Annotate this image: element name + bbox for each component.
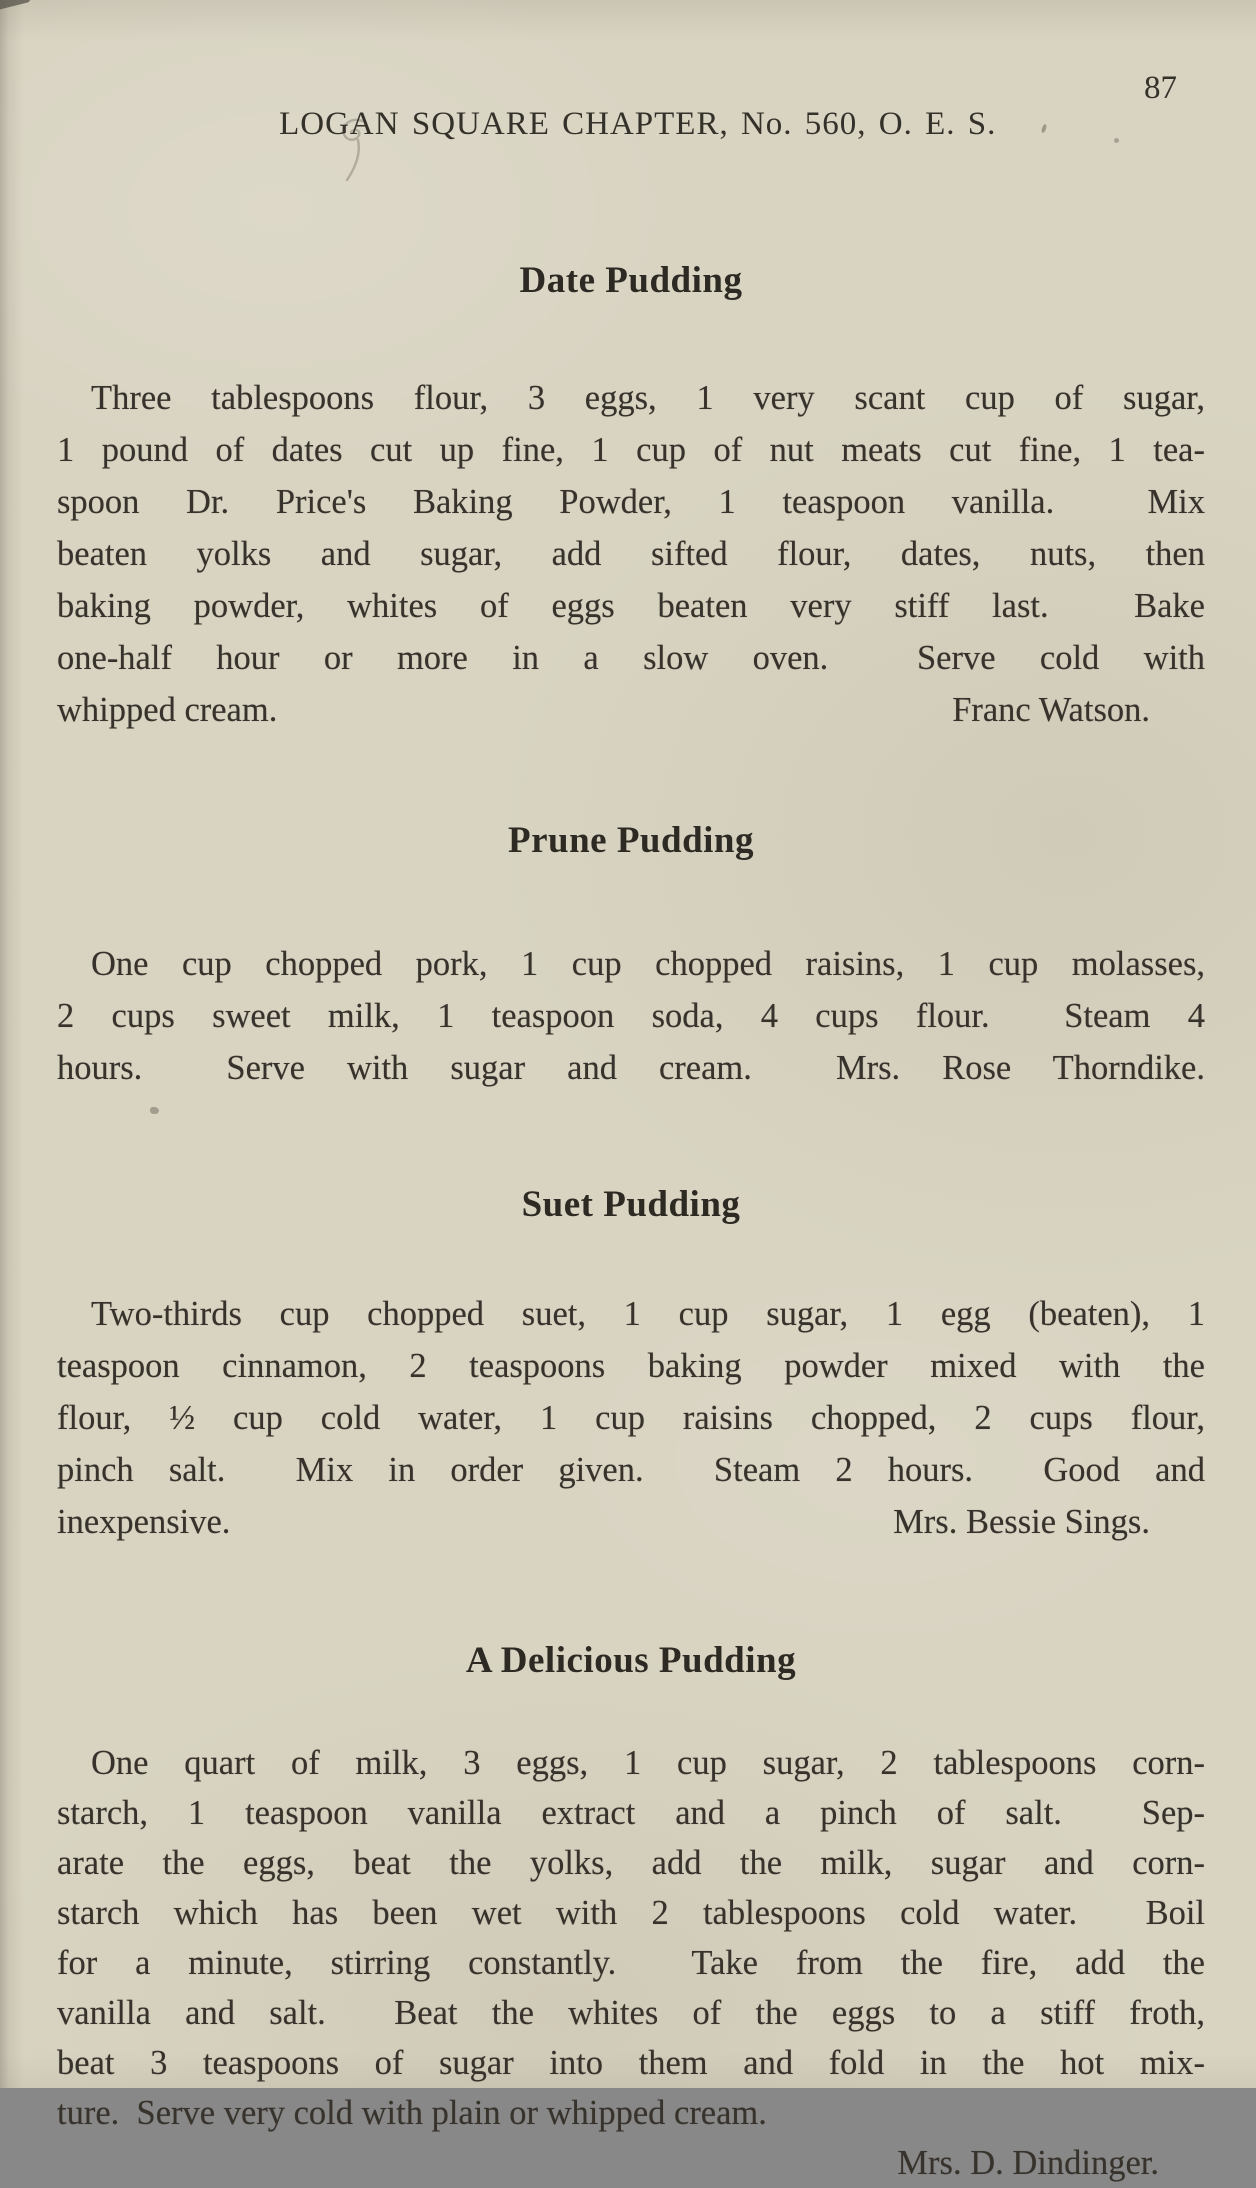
recipe-line: starch, 1 teaspoon vanilla extract and a pinch of salt. Sep- (57, 1794, 1205, 1832)
recipe-suet-pudding (57, 1184, 1205, 1548)
recipe-signature: Mrs. Bessie Sings. (893, 1503, 1150, 1541)
recipe-line: one-half hour or more in a slow oven. Serve cold with (57, 639, 1205, 677)
recipe-body (57, 372, 1205, 736)
recipe-line-text: inexpensive. (57, 1503, 231, 1541)
recipe-line: 2 cups sweet milk, 1 teaspoon soda, 4 cups flour. Steam 4 (57, 997, 1205, 1035)
recipe-body (57, 1288, 1205, 1548)
page-number: 87 (1144, 70, 1177, 106)
recipe-line: teaspoon cinnamon, 2 teaspoons baking powder mixed with the (57, 1347, 1205, 1385)
scan-edge-mark (0, 0, 31, 10)
recipe-line: ture. Serve very cold with plain or whipped cream. (57, 2094, 767, 2132)
page-content (57, 0, 1205, 2188)
running-head (57, 70, 1205, 214)
recipe-title: Date Pudding (519, 260, 743, 301)
recipe-line (57, 1042, 1205, 1094)
recipe-title: A Delicious Pudding (465, 1640, 797, 1681)
recipe-line: for a minute, stirring constantly. Take from the fire, add the (57, 1944, 1205, 1982)
recipe-line-text: whipped cream. (57, 691, 278, 729)
recipe-line: One quart of milk, 3 eggs, 1 cup sugar, 2 tablespoons corn- (91, 1744, 1205, 1782)
recipe-line: 1 pound of dates cut up fine, 1 cup of nut meats cut fine, 1 tea- (57, 431, 1205, 469)
recipe-line: One cup chopped pork, 1 cup chopped raisins, 1 cup molasses, (91, 945, 1205, 983)
recipe-line: beat 3 teaspoons of sugar into them and fold in the hot mix- (57, 2044, 1205, 2082)
recipe-line: baking powder, whites of eggs beaten very stiff last. Bake (57, 587, 1205, 625)
recipe-line: vanilla and salt. Beat the whites of the eggs to a stiff froth, (57, 1994, 1205, 2032)
recipe-line (57, 684, 1205, 736)
recipe-line: beaten yolks and sugar, add sifted flour, dates, nuts, then (57, 535, 1205, 573)
recipe-line: Three tablespoons flour, 3 eggs, 1 very scant cup of sugar, (91, 379, 1205, 417)
recipe-prune-pudding (57, 820, 1205, 1094)
recipe-body (57, 938, 1205, 1094)
recipe-line: pinch salt. Mix in order given. Steam 2 hours. Good and (57, 1451, 1205, 1489)
recipe-line: Two-thirds cup chopped suet, 1 cup sugar, 1 egg (beaten), 1 (91, 1295, 1205, 1333)
recipe-line: flour, ½ cup cold water, 1 cup raisins chopped, 2 cups flour, (57, 1399, 1205, 1437)
recipe-signature: Mrs. Rose Thorndike. (835, 1049, 1205, 1087)
recipe-line: arate the eggs, beat the yolks, add the milk, sugar and corn- (57, 1844, 1205, 1882)
recipe-line: spoon Dr. Price's Baking Powder, 1 teaspoon vanilla. Mix (57, 483, 1205, 521)
recipe-line-text: hours. Serve with sugar and cream. (57, 1049, 836, 1087)
recipe-signature: Franc Watson. (952, 691, 1150, 729)
recipe-title: Prune Pudding (507, 820, 755, 861)
recipe-line: starch which has been wet with 2 tablespoons cold water. Boil (57, 1894, 1205, 1932)
recipe-signature: Mrs. D. Dindinger. (897, 2144, 1159, 2182)
recipe-a-delicious-pudding (57, 1640, 1205, 2188)
running-head-title: LOGAN SQUARE CHAPTER, No. 560, O. E. S. (279, 106, 997, 142)
recipe-title: Suet Pudding (521, 1184, 741, 1225)
recipe-body (57, 1738, 1205, 2188)
recipe-date-pudding (57, 260, 1205, 736)
recipe-line (57, 1496, 1205, 1548)
